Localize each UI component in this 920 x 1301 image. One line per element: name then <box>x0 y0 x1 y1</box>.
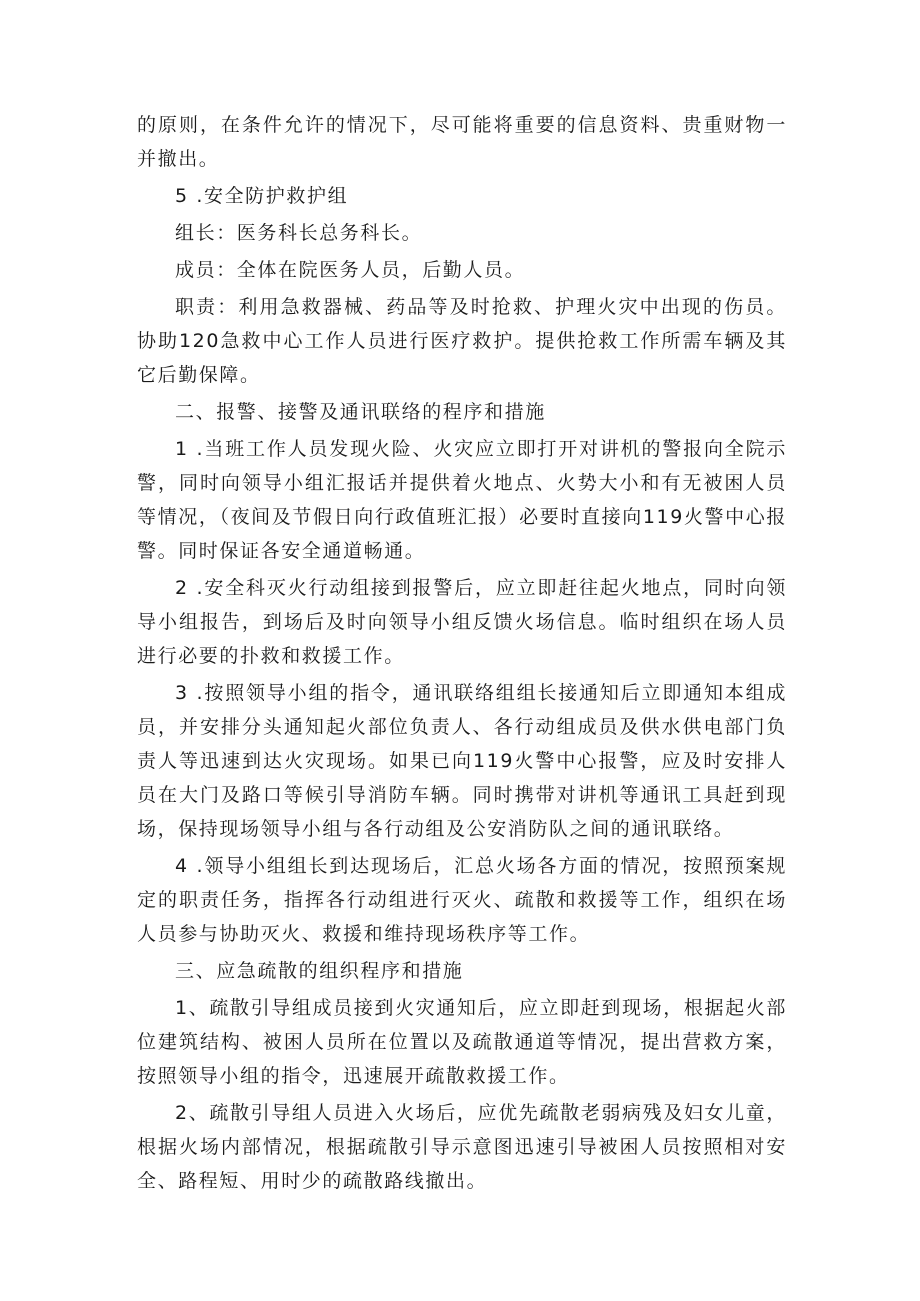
paragraph-continuation: 的原则，在条件允许的情况下，尽可能将重要的信息资料、贵重财物一并撤出。 <box>137 114 787 170</box>
paragraph-group-leader: 组长：医务科长总务科长。 <box>175 222 423 244</box>
section-heading-safety-rescue-group: 5 .安全防护救护组 <box>175 185 349 207</box>
paragraph-members: 成员：全体在院医务人员，后勤人员。 <box>175 259 526 281</box>
paragraph-evacuation-step-1: 1、疏散引导组成员接到火灾通知后，应立即赶到现场，根据起火部位建筑结构、被困人员所在位置以及疏散通道等情况，提出营救方案，按照领导小组的指令，迅速展开疏散救援工作。 <box>137 997 787 1087</box>
paragraph-evacuation-step-2: 2、疏散引导组人员进入火场后，应优先疏散老弱病残及妇女儿童，根据火场内部情况，根据疏散引导示意图迅速引导被困人员按照相对安全、路程短、用时少的疏散路线撤出。 <box>137 1102 787 1192</box>
paragraph-duties: 职责：利用急救器械、药品等及时抢救、护理火灾中出现的伤员。协助120急救中心工作人员进行医疗救护。提供抢救工作所需车辆及其它后勤保障。 <box>137 296 787 386</box>
section-heading-alarm-procedures: 二、报警、接警及通讯联络的程序和措施 <box>175 401 546 423</box>
paragraph-alarm-step-1: 1 .当班工作人员发现火险、火灾应立即打开对讲机的警报向全院示警，同时向领导小组汇报话并提供着火地点、火势大小和有无被困人员等情况，（夜间及节假日向行政值班汇报）必要时直接向119火警中心报警。同时保证各安全通道畅通。 <box>137 438 787 562</box>
document-body <box>137 108 787 1201</box>
section-heading-evacuation: 三、应急疏散的组织程序和措施 <box>175 960 464 982</box>
paragraph-alarm-step-4: 4 .领导小组组长到达现场后，汇总火场各方面的情况，按照预案规定的职责任务，指挥各行动组进行灭火、疏散和救援等工作，组织在场人员参与协助灭火、救援和维持现场秩序等工作。 <box>137 855 787 945</box>
paragraph-alarm-step-3: 3 .按照领导小组的指令，通讯联络组组长接通知后立即通知本组成员，并安排分头通知起火部位负责人、各行动组成员及供水供电部门负责人等迅速到达火灾现场。如果已向119火警中心报警，应及时安排人员在大门及路口等候引导消防车辆。同时携带对讲机等通讯工具赶到现场，保持现场领导小组与各行动组及公安消防队之间的通讯联络。 <box>137 682 787 840</box>
paragraph-alarm-step-2: 2 .安全科灭火行动组接到报警后，应立即赶往起火地点，同时向领导小组报告，到场后及时向领导小组反馈火场信息。临时组织在场人员进行必要的扑救和救援工作。 <box>137 577 787 667</box>
